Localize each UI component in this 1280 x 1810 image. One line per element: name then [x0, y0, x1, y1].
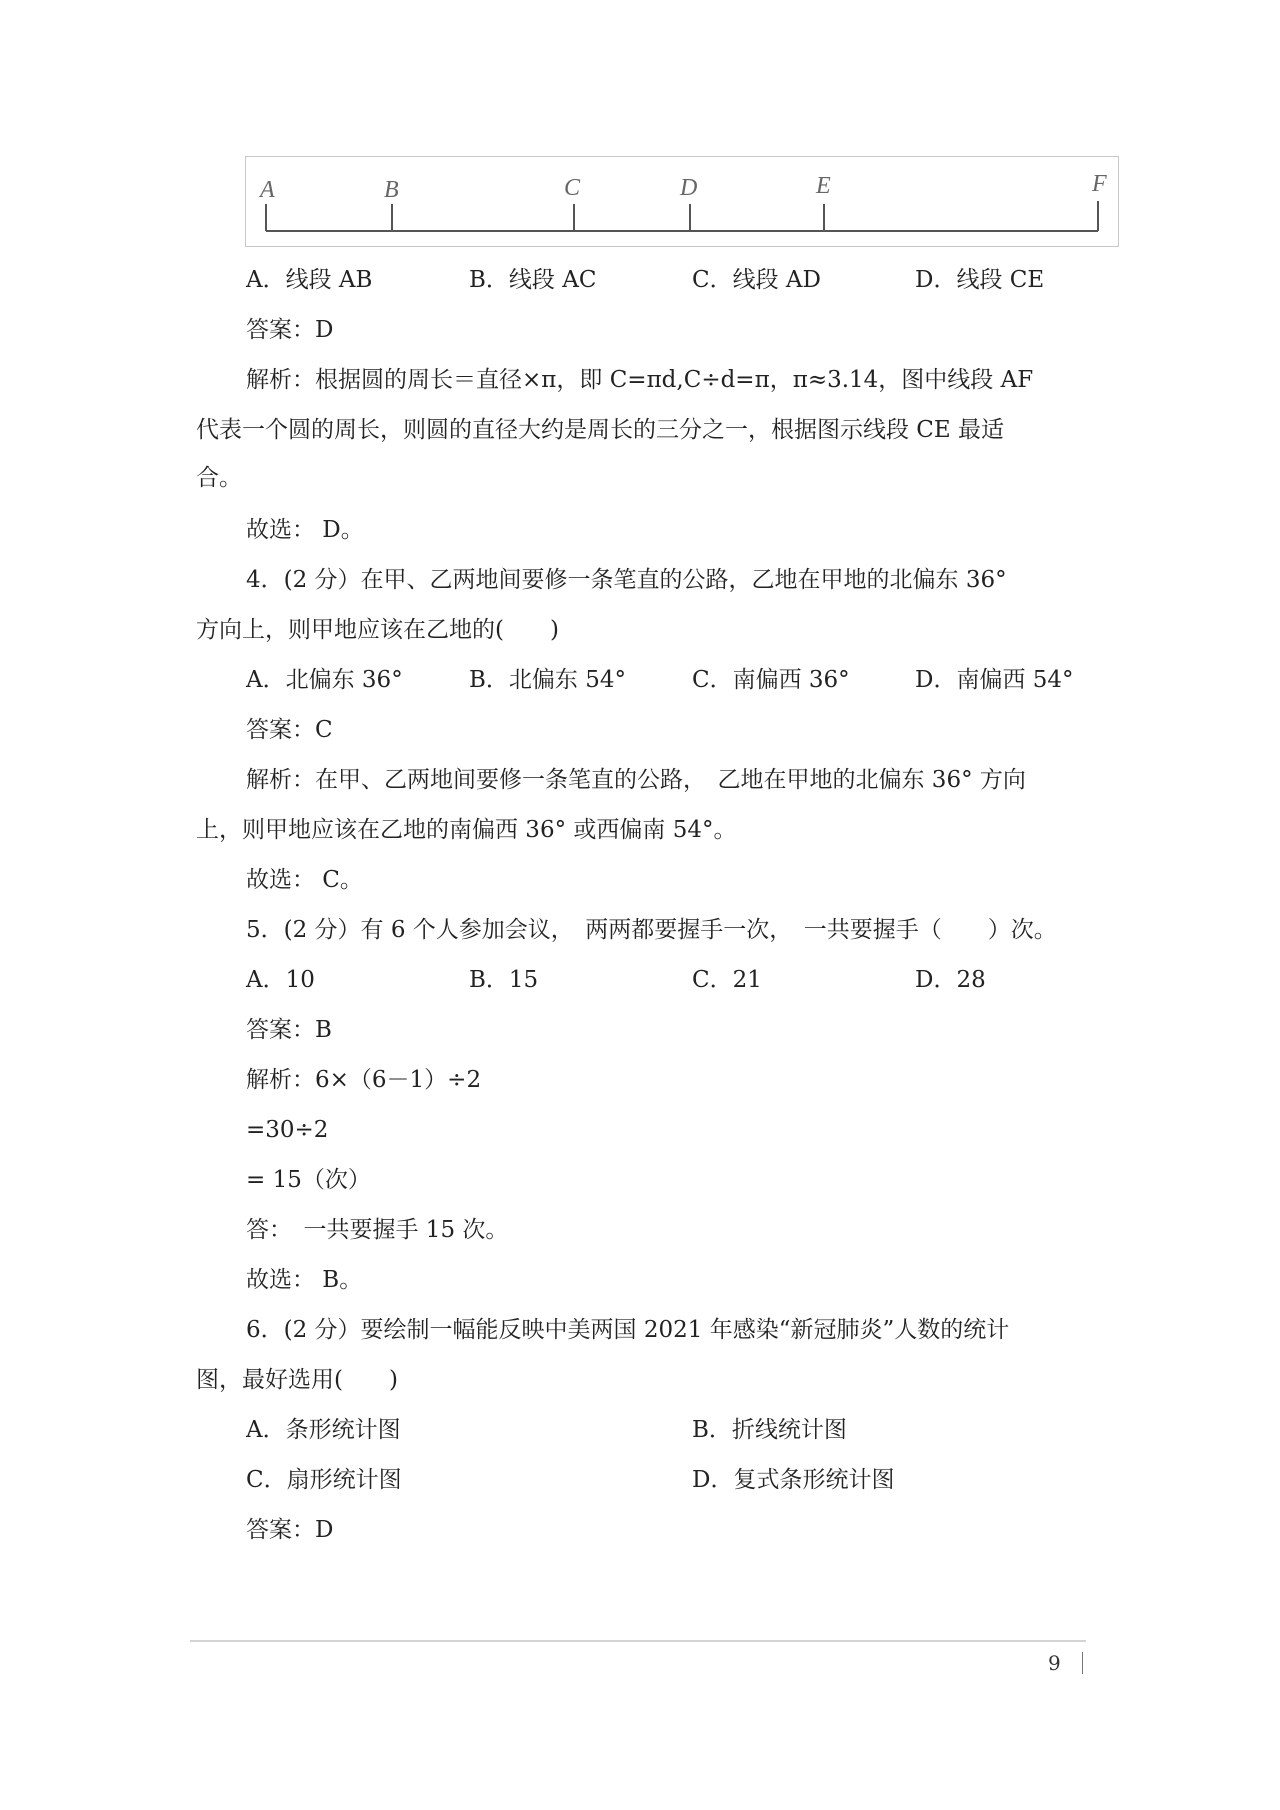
q4-option-d: D．南偏西 54° — [915, 667, 1074, 693]
footer-divider — [190, 1640, 1086, 1642]
q4-analysis-line-2: 上，则甲地应该在乙地的南偏西 36° 或西偏南 54°。 — [196, 817, 737, 843]
q5-work-line-1: 解析：6×（6－1）÷2 — [246, 1067, 482, 1093]
q5-work-line-3: = 15（次） — [246, 1167, 371, 1193]
q3-analysis-line-1: 解析：根据圆的周长＝直径×π，即 C=πd,C÷d=π，π≈3.14，图中线段 AF — [246, 367, 1034, 393]
q5-option-b: B．15 — [469, 967, 539, 993]
label-c: C — [564, 175, 581, 201]
q3-analysis-line-3: 合。 — [196, 465, 242, 491]
q5-option-c: C．21 — [692, 967, 762, 993]
label-a: A — [260, 177, 275, 203]
q3-choice: 故选： D。 — [246, 517, 364, 543]
q4-answer: 答案：C — [246, 717, 333, 743]
q3-option-d: D．线段 CE — [915, 267, 1045, 293]
q3-answer: 答案：D — [246, 317, 334, 343]
q4-choice: 故选： C。 — [246, 867, 363, 893]
page-number: 9 — [1048, 1651, 1061, 1675]
q5-work-line-4: 答： 一共要握手 15 次。 — [246, 1217, 509, 1243]
q4-option-b: B．北偏东 54° — [469, 667, 626, 693]
q4-option-a: A．北偏东 36° — [246, 667, 403, 693]
q5-work-line-2: =30÷2 — [246, 1117, 329, 1143]
q3-option-a: A．线段 AB — [246, 267, 373, 293]
q6-answer: 答案：D — [246, 1517, 334, 1543]
q4-stem-line-1: 4．(2 分）在甲、乙两地间要修一条笔直的公路，乙地在甲地的北偏东 36° — [246, 567, 1007, 593]
line-segment-svg — [246, 157, 1120, 248]
q6-option-a: A．条形统计图 — [246, 1417, 401, 1443]
q4-analysis-line-1: 解析：在甲、乙两地间要修一条笔直的公路， 乙地在甲地的北偏东 36° 方向 — [246, 767, 1026, 793]
label-f: F — [1092, 171, 1107, 197]
q3-analysis-line-2: 代表一个圆的周长，则圆的直径大约是周长的三分之一，根据图示线段 CE 最适 — [196, 417, 1005, 443]
q6-option-b: B．折线统计图 — [692, 1417, 847, 1443]
label-d: D — [680, 175, 698, 201]
label-e: E — [816, 173, 831, 199]
q5-option-a: A．10 — [246, 967, 315, 993]
q5-stem: 5．(2 分）有 6 个人参加会议， 两两都要握手一次， 一共要握手（ ）次。 — [246, 917, 1057, 943]
q6-stem-line-1: 6．(2 分）要绘制一幅能反映中美两国 2021 年感染“新冠肺炎”人数的统计 — [246, 1317, 1010, 1343]
q4-stem-line-2: 方向上，则甲地应该在乙地的( ) — [196, 617, 559, 643]
q6-option-c: C．扇形统计图 — [246, 1467, 402, 1493]
q5-choice: 故选： B。 — [246, 1267, 363, 1293]
q6-option-d: D．复式条形统计图 — [692, 1467, 895, 1493]
q3-option-b: B．线段 AC — [469, 267, 597, 293]
line-segment-figure — [245, 156, 1119, 247]
q3-option-c: C．线段 AD — [692, 267, 821, 293]
q5-option-d: D．28 — [915, 967, 986, 993]
q6-stem-line-2: 图，最好选用( ) — [196, 1367, 398, 1393]
q5-answer: 答案：B — [246, 1017, 332, 1043]
q4-option-c: C．南偏西 36° — [692, 667, 850, 693]
page-number-separator — [1082, 1652, 1083, 1674]
label-b: B — [384, 177, 399, 203]
